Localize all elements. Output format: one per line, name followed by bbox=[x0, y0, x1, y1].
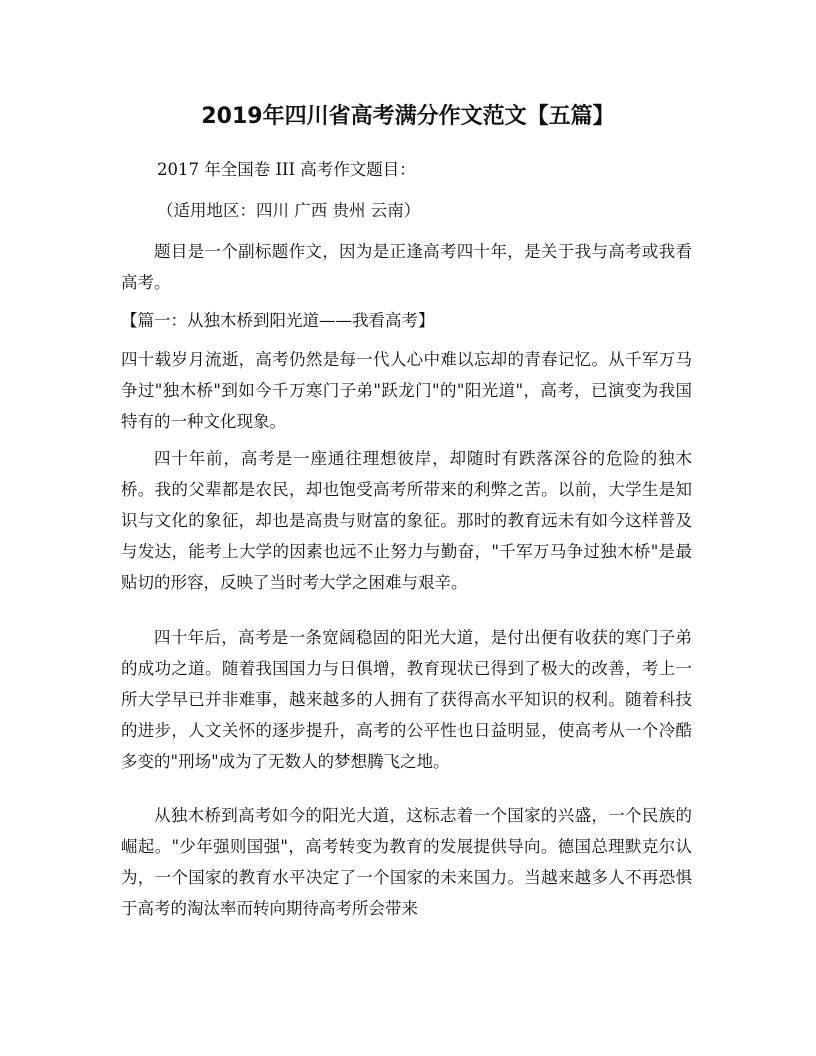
section-heading: 【篇一：从独木桥到阳光道——我看高考】 bbox=[121, 311, 435, 330]
body-paragraph-1: 四十载岁月流逝，高考仍然是每一代人心中难以忘却的青春记忆。从千军万马争过"独木桥"到如今千万寒门子弟"跃龙门"的"阳光道"，高考，已演变为我国特有的一种文化现象。 bbox=[121, 350, 692, 431]
body-paragraph-3: 四十年后，高考是一条宽阔稳固的阳光大道，是付出便有收获的寒门子弟的成功之道。随着我国国力与日俱增，教育现状已得到了极大的改善，考上一所大学早已并非难事，越来越多的人拥有了获得高水平知识的权利。随着科技的进步，人文关怀的逐步提升，高考的公平性也日益明显，使高考从一个冷酷多变的"刑场"成为了无数人的梦想腾飞之地。 bbox=[121, 628, 692, 771]
body-paragraph-4: 从独木桥到高考如今的阳光大道，这标志着一个国家的兴盛，一个民族的崛起。"少年强则国强"，高考转变为教育的发展提供导向。德国总理默克尔认为，一个国家的教育水平决定了一个国家的未来国力。当越来越多人不再恐惧于高考的淘汰率而转向期待高考所会带来 bbox=[121, 806, 692, 918]
document-title: 2019年四川省高考满分作文范文【五篇】 bbox=[201, 104, 615, 129]
exam-title: 2017 年全国卷 III 高考作文题目： bbox=[157, 160, 416, 179]
regions-line: （适用地区：四川 广西 贵州 云南） bbox=[157, 201, 421, 220]
body-paragraph-2: 四十年前，高考是一座通往理想彼岸，却随时有跌落深谷的危险的独木桥。我的父辈都是农民，却也饱受高考所带来的利弊之苦。以前，大学生是知识与文化的象征，却也是高贵与财富的象征。那时的教育远未有如今这样普及与发达，能考上大学的因素也远不止努力与勤奋，"千军万马争过独木桥"是最贴切的形容，反映了当时考大学之困难与艰辛。 bbox=[121, 449, 692, 592]
prompt-paragraph: 题目是一个副标题作文，因为是正逢高考四十年，是关于我与高考或我看高考。 bbox=[121, 242, 692, 292]
